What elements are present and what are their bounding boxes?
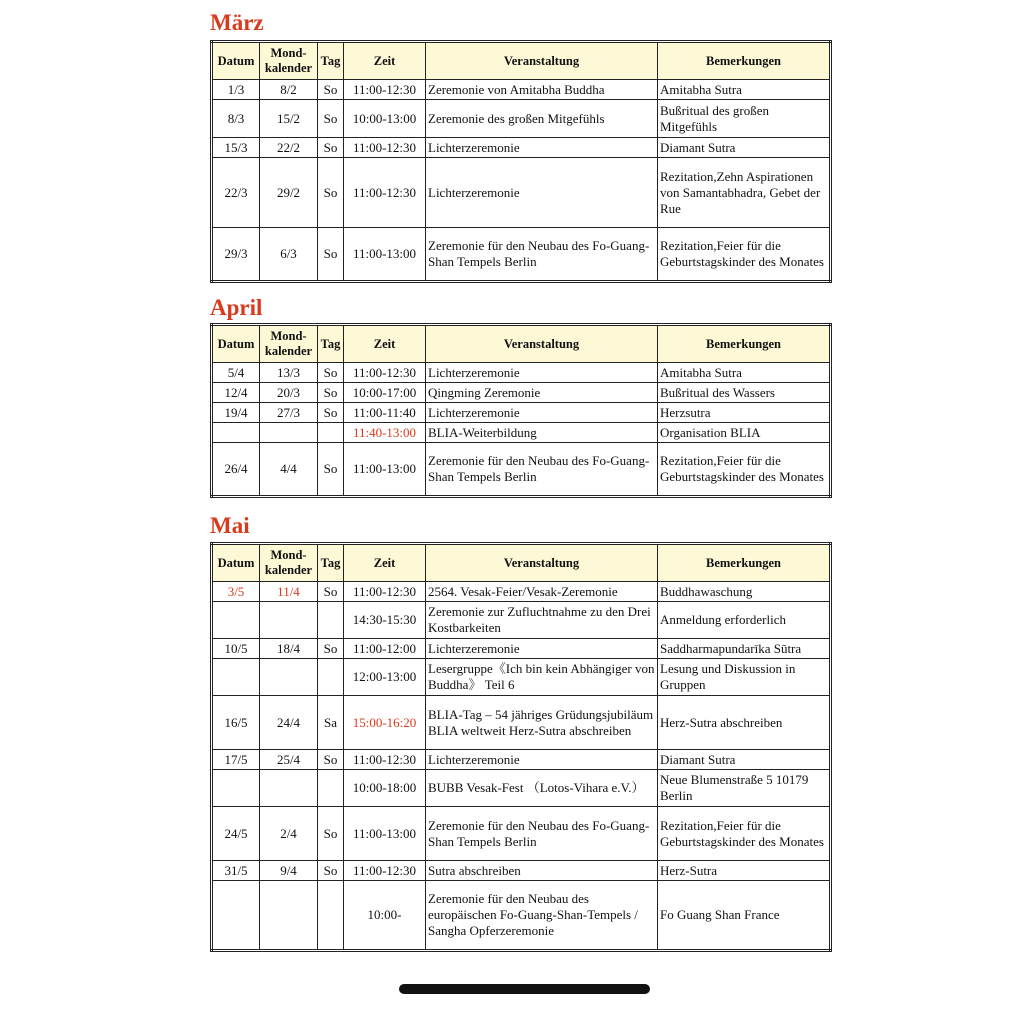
- table-row: [212, 383, 831, 403]
- zeit-cell: 11:00-12:30: [344, 138, 426, 158]
- table-row: [212, 602, 831, 639]
- event-cell: BLIA-Weiterbildung: [426, 423, 658, 443]
- datum-cell: [212, 770, 260, 807]
- table-row: [212, 100, 831, 138]
- schedule-table-april: [210, 323, 832, 498]
- header-bemerkungen: Bemerkungen: [658, 325, 831, 363]
- note-cell: Buddhawaschung: [658, 582, 831, 602]
- event-cell: Lichterzeremonie: [426, 403, 658, 423]
- header-tag: Tag: [318, 42, 344, 80]
- datum-cell: 15/3: [212, 138, 260, 158]
- datum-cell: 12/4: [212, 383, 260, 403]
- header-mondkalender: Mond-kalender: [260, 325, 318, 363]
- table-row: [212, 228, 831, 282]
- zeit-cell: 10:00-17:00: [344, 383, 426, 403]
- mond-cell: 9/4: [260, 861, 318, 881]
- tag-cell: So: [318, 403, 344, 423]
- tag-cell: So: [318, 582, 344, 602]
- zeit-cell: 10:00-13:00: [344, 100, 426, 138]
- note-cell: Saddharmapundarīka Sūtra: [658, 639, 831, 659]
- note-cell: Diamant Sutra: [658, 138, 831, 158]
- mond-cell: 22/2: [260, 138, 318, 158]
- table-row: [212, 582, 831, 602]
- datum-cell: [212, 881, 260, 951]
- event-cell: Zeremonie des großen Mitgefühls: [426, 100, 658, 138]
- mond-cell: 4/4: [260, 443, 318, 497]
- datum-cell: 19/4: [212, 403, 260, 423]
- header-datum: Datum: [212, 325, 260, 363]
- datum-cell: 31/5: [212, 861, 260, 881]
- table-row: [212, 750, 831, 770]
- table-row: [212, 770, 831, 807]
- mond-cell: 15/2: [260, 100, 318, 138]
- zeit-cell: 11:00-12:30: [344, 750, 426, 770]
- event-cell: Lichterzeremonie: [426, 750, 658, 770]
- table-header-row: [212, 42, 831, 80]
- zeit-cell: 11:00-12:30: [344, 861, 426, 881]
- note-cell: Diamant Sutra: [658, 750, 831, 770]
- tag-cell: So: [318, 383, 344, 403]
- event-cell: Zeremonie für den Neubau des Fo-Guang-Shan Tempels Berlin: [426, 443, 658, 497]
- note-cell: Fo Guang Shan France: [658, 881, 831, 951]
- datum-cell: [212, 602, 260, 639]
- datum-cell: 26/4: [212, 443, 260, 497]
- table-row: [212, 696, 831, 750]
- zeit-cell-highlight: 15:00-16:20: [344, 696, 426, 750]
- note-cell: Herz-Sutra: [658, 861, 831, 881]
- table-header-row: [212, 325, 831, 363]
- datum-cell: 16/5: [212, 696, 260, 750]
- note-cell: Bußritual des Wassers: [658, 383, 831, 403]
- event-cell: Zeremonie von Amitabha Buddha: [426, 80, 658, 100]
- zeit-cell: 11:00-11:40: [344, 403, 426, 423]
- schedule-table-mai: [210, 542, 832, 952]
- tag-cell: [318, 423, 344, 443]
- table-row: [212, 363, 831, 383]
- note-cell: Neue Blumenstraße 5 10179 Berlin: [658, 770, 831, 807]
- mond-cell: 18/4: [260, 639, 318, 659]
- event-cell: Zeremonie für den Neubau des Fo-Guang-Shan Tempels Berlin: [426, 807, 658, 861]
- datum-cell: 8/3: [212, 100, 260, 138]
- zeit-cell: 11:00-13:00: [344, 807, 426, 861]
- tag-cell: So: [318, 100, 344, 138]
- tag-cell: So: [318, 363, 344, 383]
- table-row: [212, 807, 831, 861]
- header-datum: Datum: [212, 42, 260, 80]
- table-row: [212, 138, 831, 158]
- tag-cell: [318, 602, 344, 639]
- mond-cell: 27/3: [260, 403, 318, 423]
- zeit-cell: 10:00-18:00: [344, 770, 426, 807]
- header-zeit: Zeit: [344, 42, 426, 80]
- table-row: [212, 158, 831, 228]
- mond-cell: 24/4: [260, 696, 318, 750]
- event-cell: Lichterzeremonie: [426, 158, 658, 228]
- note-cell: Organisation BLIA: [658, 423, 831, 443]
- zeit-cell: 10:00-: [344, 881, 426, 951]
- mond-cell: [260, 659, 318, 696]
- tag-cell: So: [318, 443, 344, 497]
- event-cell: Qingming Zeremonie: [426, 383, 658, 403]
- tag-cell: Sa: [318, 696, 344, 750]
- event-cell: Zeremonie für den Neubau des europäischen Fo-Guang-Shan-Tempels / Sangha Opferzeremonie: [426, 881, 658, 951]
- table-row: [212, 881, 831, 951]
- header-veranstaltung: Veranstaltung: [426, 325, 658, 363]
- event-cell: Lichterzeremonie: [426, 138, 658, 158]
- note-cell: Amitabha Sutra: [658, 80, 831, 100]
- tag-cell: So: [318, 861, 344, 881]
- tag-cell: So: [318, 639, 344, 659]
- header-veranstaltung: Veranstaltung: [426, 544, 658, 582]
- zeit-cell-highlight: 11:40-13:00: [344, 423, 426, 443]
- tag-cell: [318, 881, 344, 951]
- datum-cell: 24/5: [212, 807, 260, 861]
- table-row: [212, 659, 831, 696]
- mond-cell: 6/3: [260, 228, 318, 282]
- note-cell: Rezitation,Feier für die Geburtstagskinder des Monates: [658, 807, 831, 861]
- zeit-cell: 11:00-13:00: [344, 228, 426, 282]
- table-row: [212, 861, 831, 881]
- mond-cell: 8/2: [260, 80, 318, 100]
- datum-cell-highlight: 3/5: [212, 582, 260, 602]
- table-row: [212, 639, 831, 659]
- table-header-row: [212, 544, 831, 582]
- mond-cell: [260, 423, 318, 443]
- month-title-maerz: März: [210, 10, 264, 35]
- tag-cell: So: [318, 80, 344, 100]
- home-indicator[interactable]: [399, 984, 650, 994]
- zeit-cell: 14:30-15:30: [344, 602, 426, 639]
- tag-cell: So: [318, 138, 344, 158]
- header-bemerkungen: Bemerkungen: [658, 544, 831, 582]
- event-cell: Lesergruppe《Ich bin kein Abhängiger von Buddha》 Teil 6: [426, 659, 658, 696]
- note-cell: Rezitation,Zehn Aspirationen von Samantabhadra, Gebet der Rue: [658, 158, 831, 228]
- datum-cell: 17/5: [212, 750, 260, 770]
- table-row: [212, 443, 831, 497]
- mond-cell-highlight: 11/4: [260, 582, 318, 602]
- mond-cell: 13/3: [260, 363, 318, 383]
- datum-cell: 22/3: [212, 158, 260, 228]
- zeit-cell: 11:00-12:30: [344, 158, 426, 228]
- header-mondkalender: Mond-kalender: [260, 42, 318, 80]
- tag-cell: So: [318, 807, 344, 861]
- zeit-cell: 11:00-12:30: [344, 582, 426, 602]
- tag-cell: So: [318, 228, 344, 282]
- zeit-cell: 11:00-13:00: [344, 443, 426, 497]
- zeit-cell: 11:00-12:30: [344, 80, 426, 100]
- datum-cell: [212, 423, 260, 443]
- mond-cell: 2/4: [260, 807, 318, 861]
- tag-cell: So: [318, 158, 344, 228]
- mond-cell: [260, 881, 318, 951]
- datum-cell: 29/3: [212, 228, 260, 282]
- mond-cell: 25/4: [260, 750, 318, 770]
- note-cell: Rezitation,Feier für die Geburtstagskinder des Monates: [658, 443, 831, 497]
- datum-cell: 5/4: [212, 363, 260, 383]
- header-tag: Tag: [318, 325, 344, 363]
- mond-cell: [260, 602, 318, 639]
- note-cell: Amitabha Sutra: [658, 363, 831, 383]
- event-cell: BUBB Vesak-Fest （Lotos-Vihara e.V.）: [426, 770, 658, 807]
- zeit-cell: 12:00-13:00: [344, 659, 426, 696]
- month-title-mai: Mai: [210, 513, 250, 538]
- zeit-cell: 11:00-12:00: [344, 639, 426, 659]
- table-row: [212, 423, 831, 443]
- event-cell: Lichterzeremonie: [426, 639, 658, 659]
- event-cell: Sutra abschreiben: [426, 861, 658, 881]
- mond-cell: 29/2: [260, 158, 318, 228]
- note-cell: Bußritual des großen Mitgefühls: [658, 100, 831, 138]
- table-row: [212, 403, 831, 423]
- mond-cell: [260, 770, 318, 807]
- schedule-table-maerz: [210, 40, 832, 283]
- tag-cell: So: [318, 750, 344, 770]
- datum-cell: 10/5: [212, 639, 260, 659]
- datum-cell: 1/3: [212, 80, 260, 100]
- tag-cell: [318, 770, 344, 807]
- header-mondkalender: Mond-kalender: [260, 544, 318, 582]
- header-bemerkungen: Bemerkungen: [658, 42, 831, 80]
- note-cell: Rezitation,Feier für die Geburtstagskinder des Monates: [658, 228, 831, 282]
- note-cell: Lesung und Diskussion in Gruppen: [658, 659, 831, 696]
- datum-cell: [212, 659, 260, 696]
- header-tag: Tag: [318, 544, 344, 582]
- mond-cell: 20/3: [260, 383, 318, 403]
- event-cell: 2564. Vesak-Feier/Vesak-Zeremonie: [426, 582, 658, 602]
- note-cell: Anmeldung erforderlich: [658, 602, 831, 639]
- header-datum: Datum: [212, 544, 260, 582]
- event-cell: Lichterzeremonie: [426, 363, 658, 383]
- header-veranstaltung: Veranstaltung: [426, 42, 658, 80]
- event-cell: Zeremonie zur Zufluchtnahme zu den Drei Kostbarkeiten: [426, 602, 658, 639]
- event-cell: BLIA-Tag – 54 jähriges Grüdungsjubiläum BLIA weltweit Herz-Sutra abschreiben: [426, 696, 658, 750]
- zeit-cell: 11:00-12:30: [344, 363, 426, 383]
- header-zeit: Zeit: [344, 325, 426, 363]
- table-row: [212, 80, 831, 100]
- month-title-april: April: [210, 295, 263, 320]
- header-zeit: Zeit: [344, 544, 426, 582]
- note-cell: Herzsutra: [658, 403, 831, 423]
- event-cell: Zeremonie für den Neubau des Fo-Guang-Shan Tempels Berlin: [426, 228, 658, 282]
- tag-cell: [318, 659, 344, 696]
- note-cell: Herz-Sutra abschreiben: [658, 696, 831, 750]
